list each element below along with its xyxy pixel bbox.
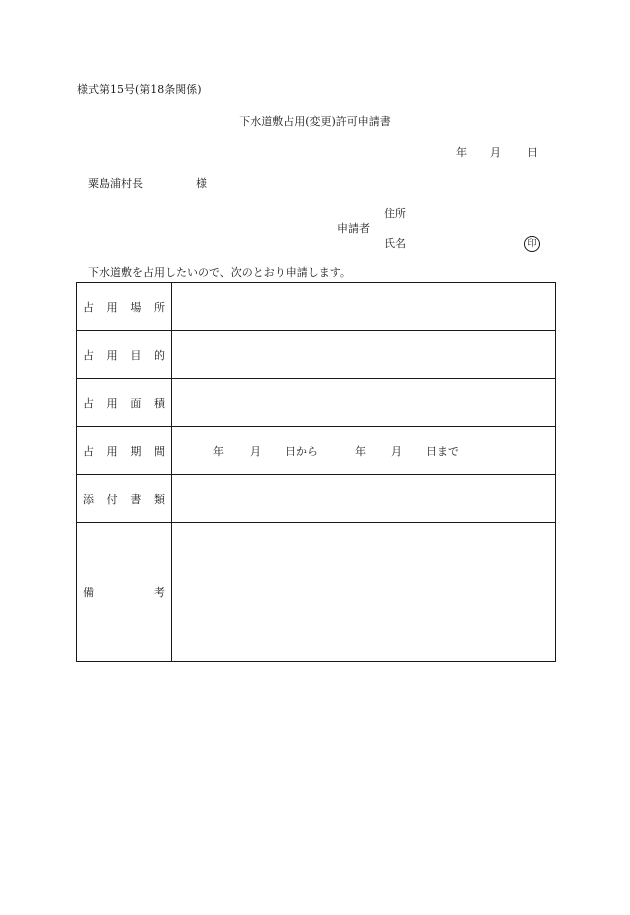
address-label: 住所	[384, 207, 406, 220]
form-number: 様式第15号(第18条関係)	[77, 83, 202, 96]
period-start-month: 月	[250, 444, 261, 458]
table-row-remarks	[77, 523, 556, 662]
label-char: 用	[106, 348, 118, 362]
label-char: 占	[83, 396, 94, 410]
purpose-label	[77, 331, 172, 379]
location-field[interactable]	[172, 283, 556, 331]
application-table	[76, 282, 556, 662]
label-char: 所	[153, 300, 165, 314]
intro-text: 下水道敷を占用したいので、次のとおり申請します。	[88, 266, 351, 279]
label-char: 用	[106, 444, 118, 458]
table-row-location	[77, 283, 556, 331]
label-char: 付	[106, 492, 118, 506]
table-row-area	[77, 379, 556, 427]
location-label	[77, 283, 172, 331]
label-char: 備	[83, 586, 94, 599]
label-char: 占	[83, 300, 94, 314]
label-char: 目	[130, 348, 142, 362]
area-field[interactable]	[172, 379, 556, 427]
table-row-purpose	[77, 331, 556, 379]
label-char: 間	[153, 444, 165, 458]
remarks-field[interactable]	[172, 523, 556, 662]
period-start-year: 年	[213, 444, 224, 458]
purpose-field[interactable]	[172, 331, 556, 379]
addressee-name: 粟島浦村長	[88, 177, 143, 190]
label-char: 用	[106, 300, 118, 314]
label-char: 類	[153, 492, 165, 506]
label-char: 占	[83, 348, 94, 362]
table-row-attachments	[77, 475, 556, 523]
label-char: 用	[106, 396, 118, 410]
attachments-label	[77, 475, 172, 523]
document-title: 下水道敷占用(変更)許可申請書	[239, 115, 391, 128]
label-char: 考	[154, 586, 165, 599]
area-label	[77, 379, 172, 427]
period-end-year: 年	[355, 444, 366, 458]
period-field[interactable]	[172, 427, 556, 475]
addressee-suffix: 様	[196, 177, 207, 190]
date-month-label: 月	[490, 146, 501, 159]
attachments-field[interactable]	[172, 475, 556, 523]
period-end-day: 日まで	[426, 444, 459, 458]
label-char: 積	[153, 396, 165, 410]
date-day-label: 日	[527, 146, 538, 159]
period-end-month: 月	[391, 444, 402, 458]
applicant-label: 申請者	[337, 222, 370, 235]
table-row-period	[77, 427, 556, 475]
label-char: 書	[130, 492, 142, 506]
label-char: 面	[130, 396, 142, 410]
date-year-label: 年	[456, 146, 467, 159]
label-char: 場	[130, 300, 142, 314]
label-char: 占	[83, 444, 94, 458]
period-label	[77, 427, 172, 475]
label-char: 期	[130, 444, 142, 458]
name-label: 氏名	[384, 237, 406, 250]
remarks-label	[77, 523, 172, 662]
seal-mark: 印	[524, 236, 540, 252]
label-char: 的	[153, 348, 165, 362]
label-char: 添	[83, 492, 94, 506]
period-start-day: 日から	[285, 444, 318, 458]
